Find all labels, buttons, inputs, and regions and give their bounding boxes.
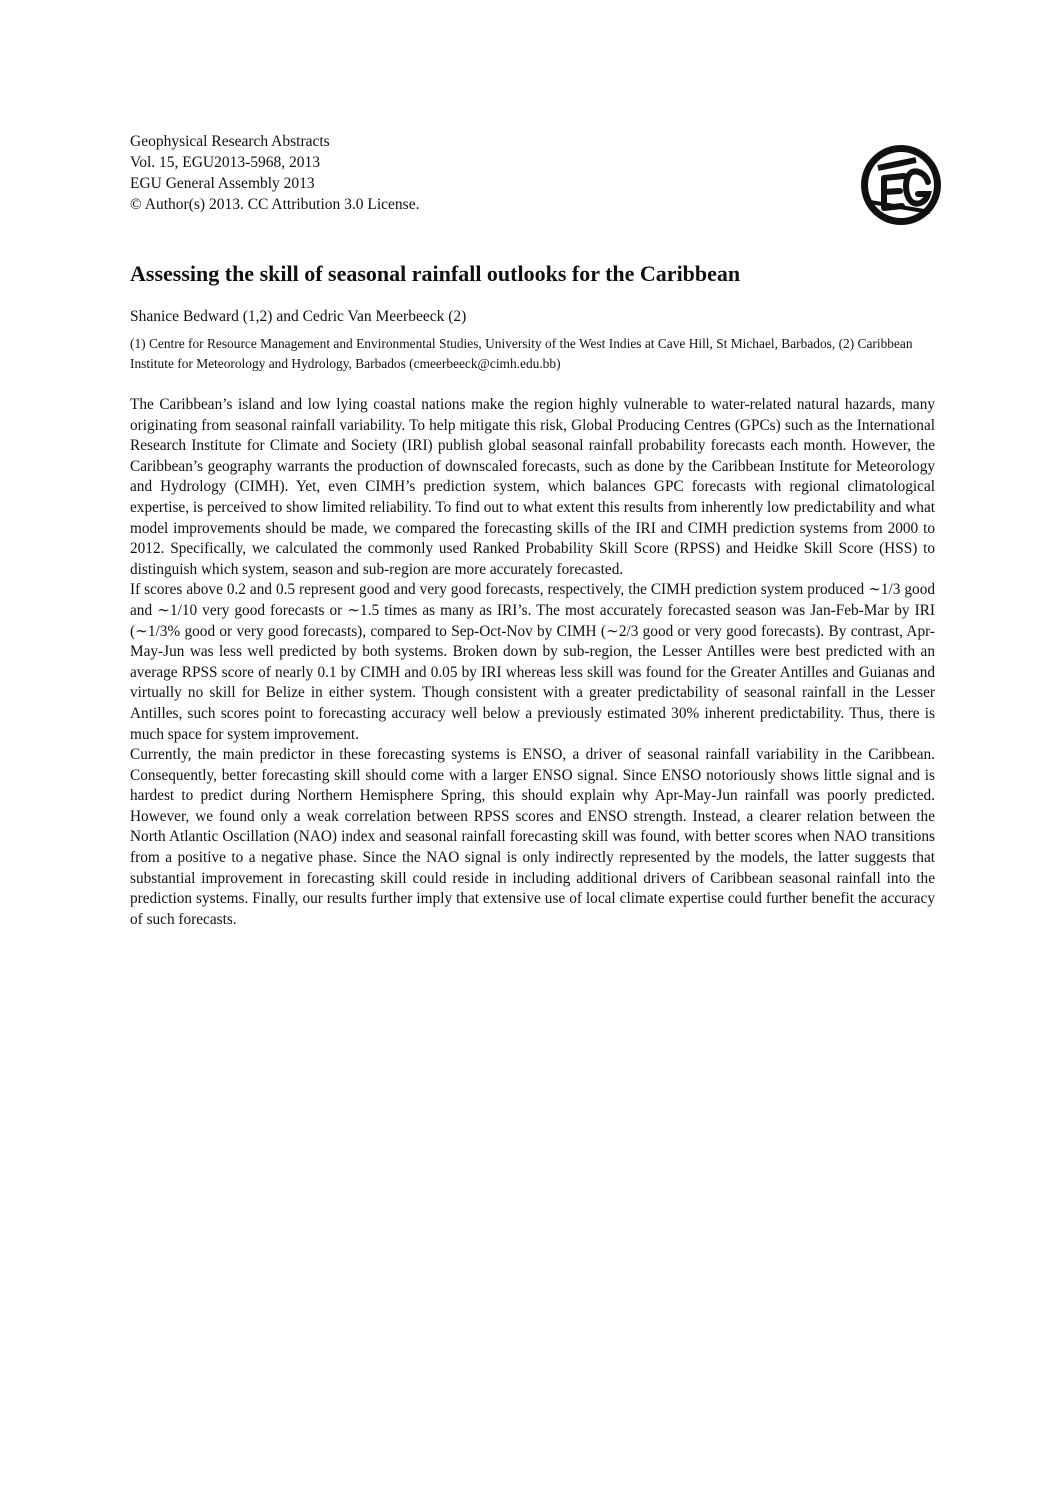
paper-title: Assessing the skill of seasonal rainfall outlooks for the Caribbean <box>130 261 741 286</box>
author-list: Shanice Bedward (1,2) and Cedric Van Meerbeeck (2) <box>130 308 467 325</box>
abstract-body <box>130 395 935 930</box>
publication-header <box>130 131 630 215</box>
license-line: © Author(s) 2013. CC Attribution 3.0 License. <box>130 196 420 213</box>
abstract-paragraph: The Caribbean’s island and low lying coastal nations make the region highly vulnerable to water-related natural hazards, many originating from seasonal rainfall variability. To help mitigate this risk, Global Producing Centres (GPCs) such as the International Research Institute for Climate and Society (IRI) publish global seasonal rainfall probability forecasts each month. However, the Caribbean’s geography warrants the production of downscaled forecasts, such as done by the Caribbean Institute for Meteorology and Hydrology (CIMH). Yet, even CIMH’s prediction system, which balances GPC forecasts with regional climatological expertise, is perceived to show limited reliability. To find out to what extent this results from inherently low predictability and what model improvements should be made, we compared the forecasting skills of the IRI and CIMH prediction systems from 2000 to 2012. Specifically, we calculated the commonly used Ranked Probability Skill Score (RPSS) and Heidke Skill Score (HSS) to distinguish which system, season and sub-region are more accurately forecasted. <box>130 396 935 578</box>
abstract-paragraph: If scores above 0.2 and 0.5 represent good and very good forecasts, respectively, the CIMH prediction system produced ∼1/3 good and ∼1/10 very good forecasts or ∼1.5 times as many as IRI’s. The most accurately forecasted season was Jan-Feb-Mar by IRI (∼1/3% good or very good forecasts), compared to Sep-Oct-Nov by CIMH (∼2/3 good or very good forecasts). By contrast, Apr-May-Jun was less well predicted by both systems. Broken down by sub-region, the Lesser Antilles were best predicted with an average RPSS score of nearly 0.1 by CIMH and 0.05 by IRI whereas less skill was found for the Greater Antilles and Guianas and virtually no skill for Belize in either system. Though consistent with a greater predictability of seasonal rainfall in the Lesser Antilles, such scores point to forecasting accuracy well below a previously estimated 30% inherent predictability. Thus, there is much space for system improvement. <box>130 581 935 743</box>
abstract-paragraph: Currently, the main predictor in these forecasting systems is ENSO, a driver of seasonal rainfall variability in the Caribbean. Consequently, better forecasting skill should come with a larger ENSO signal. Since ENSO notoriously shows little signal and is hardest to predict during Northern Hemisphere Spring, this should explain why Apr-May-Jun rainfall was poorly predicted. However, we found only a weak correlation between RPSS scores and ENSO strength. Instead, a clearer relation between the North Atlantic Oscillation (NAO) index and seasonal rainfall forecasting skill was found, with better scores when NAO transitions from a positive to a negative phase. Since the NAO signal is only indirectly represented by the models, the latter suggests that substantial improvement in forecasting skill could reside in including additional drivers of Caribbean seasonal rainfall into the prediction systems. Finally, our results further imply that extensive use of local climate expertise could further benefit the accuracy of such forecasts. <box>130 746 935 928</box>
egu-logo-icon <box>856 140 946 230</box>
journal-name: Geophysical Research Abstracts <box>130 133 330 150</box>
affiliations: (1) Centre for Resource Management and Environmental Studies, University of the West Indies at Cave Hill, St Michael, Barbados, (2) Caribbean Institute for Meteorology and Hydrology, Barbados (cmeerbeeck@cimh.edu.bb) <box>130 336 913 371</box>
assembly-name: EGU General Assembly 2013 <box>130 175 315 192</box>
volume-info: Vol. 15, EGU2013-5968, 2013 <box>130 154 321 171</box>
